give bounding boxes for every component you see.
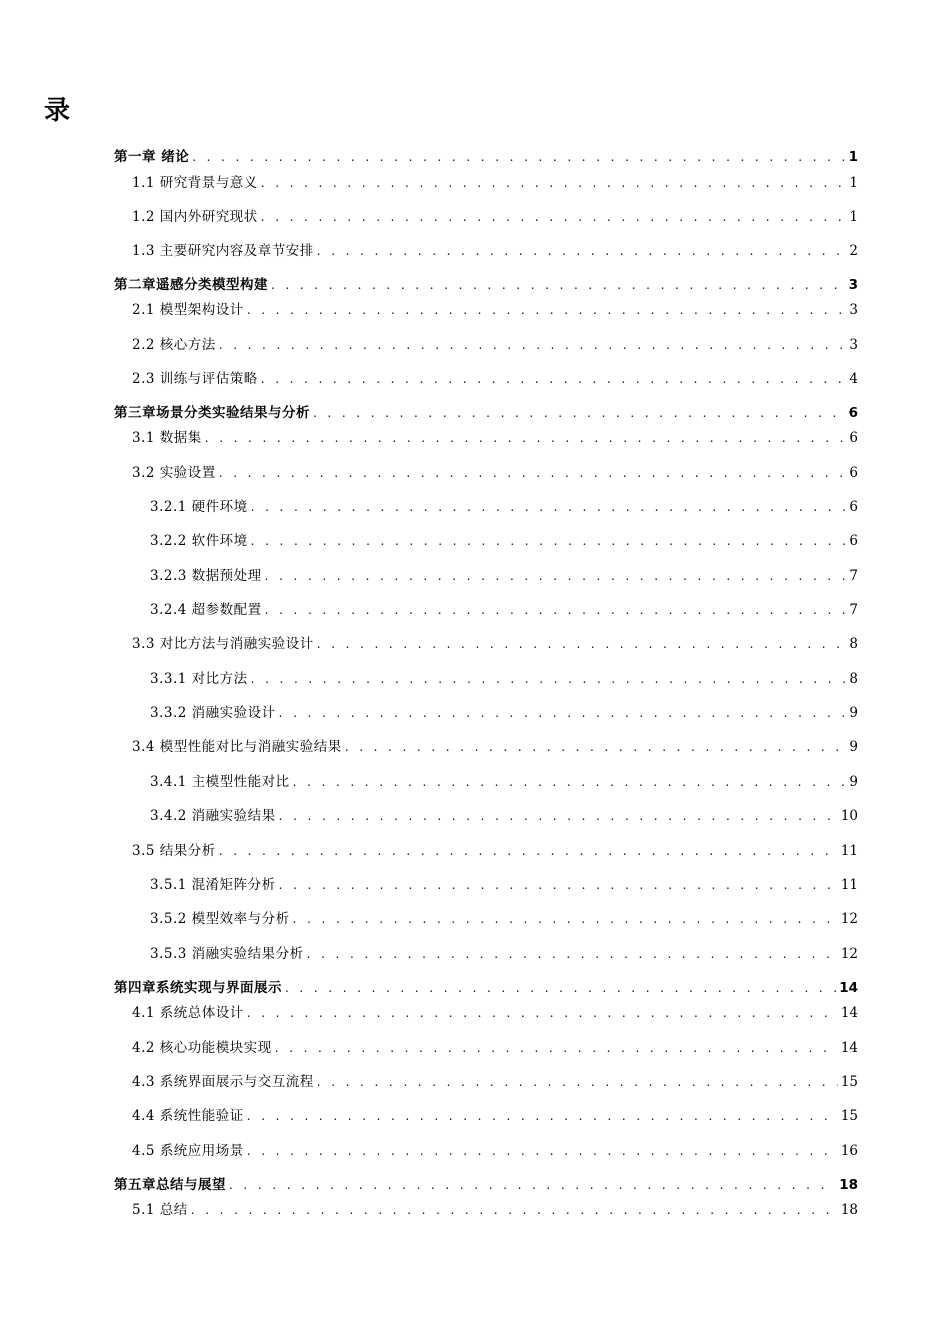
toc-leader — [229, 1176, 836, 1194]
toc-chapter-2[interactable] — [114, 276, 858, 294]
toc-label: 3.1 数据集 — [132, 430, 202, 446]
toc-page-number: 11 — [840, 843, 858, 859]
toc-subsection-3-3-1[interactable] — [150, 670, 858, 688]
toc-label: 3.4 模型性能对比与消融实验结果 — [132, 739, 342, 755]
toc-leader — [307, 945, 838, 963]
toc-page-number: 1 — [849, 209, 858, 225]
toc-page-number: 6 — [849, 499, 858, 515]
toc-subsection-3-5-1[interactable] — [150, 876, 858, 894]
toc-label: 3.3.2 消融实验设计 — [150, 705, 276, 721]
toc-page-number: 1 — [849, 175, 858, 191]
toc-label: 第五章总结与展望 — [114, 1177, 226, 1193]
toc-leader — [261, 370, 847, 388]
toc-label: 1.3 主要研究内容及章节安排 — [132, 243, 314, 259]
toc-label: 1.2 国内外研究现状 — [132, 209, 258, 225]
toc-leader — [345, 738, 847, 756]
toc-section-4-4[interactable] — [132, 1107, 858, 1125]
toc-page-number: 6 — [848, 405, 858, 421]
toc-leader — [285, 979, 836, 997]
toc-page-number: 18 — [840, 1202, 858, 1218]
toc-subsection-3-2-2[interactable] — [150, 532, 858, 550]
toc-leader — [192, 148, 845, 166]
toc-label: 1.1 研究背景与意义 — [132, 175, 258, 191]
toc-leader — [205, 429, 847, 447]
toc-subsection-3-4-2[interactable] — [150, 807, 858, 825]
toc-leader — [247, 1107, 838, 1125]
toc-leader — [265, 601, 847, 619]
toc-page-number: 3 — [849, 337, 858, 353]
toc-page-number: 2 — [849, 243, 858, 259]
toc-leader — [271, 276, 846, 294]
toc-page-number: 15 — [840, 1074, 858, 1090]
toc-label: 4.3 系统界面展示与交互流程 — [132, 1074, 314, 1090]
toc-section-4-5[interactable] — [132, 1142, 858, 1160]
toc-label: 3.2 实验设置 — [132, 465, 216, 481]
toc-page-number: 14 — [840, 1005, 858, 1021]
toc-page-number: 14 — [839, 980, 858, 996]
toc-page-number: 9 — [849, 705, 858, 721]
toc-page-number: 18 — [839, 1177, 858, 1193]
toc-leader — [293, 910, 838, 928]
toc-leader — [265, 567, 847, 585]
toc-leader — [261, 174, 847, 192]
toc-leader — [261, 208, 847, 226]
toc-section-3-1[interactable] — [132, 429, 858, 447]
toc-section-3-2[interactable] — [132, 464, 858, 482]
toc-leader — [279, 807, 838, 825]
page-heading: 录 — [44, 96, 71, 126]
toc-label: 4.2 核心功能模块实现 — [132, 1040, 272, 1056]
toc-leader — [251, 670, 847, 688]
toc-label: 第四章系统实现与界面展示 — [114, 980, 282, 996]
toc-label: 2.2 核心方法 — [132, 337, 216, 353]
toc-section-3-4[interactable] — [132, 738, 858, 756]
toc-page-number: 12 — [840, 911, 858, 927]
toc-subsection-3-4-1[interactable] — [150, 773, 858, 791]
toc-chapter-5[interactable] — [114, 1176, 858, 1194]
toc-leader — [219, 842, 838, 860]
toc-section-2-1[interactable] — [132, 301, 858, 319]
toc-subsection-3-3-2[interactable] — [150, 704, 858, 722]
toc-label: 4.4 系统性能验证 — [132, 1108, 244, 1124]
toc-label: 3.5.3 消融实验结果分析 — [150, 946, 304, 962]
toc-label: 3.2.3 数据预处理 — [150, 568, 262, 584]
toc-leader — [191, 1201, 838, 1219]
toc-leader — [313, 404, 846, 422]
toc-section-5-1[interactable] — [132, 1201, 858, 1219]
toc-section-4-1[interactable] — [132, 1004, 858, 1022]
toc-label: 第二章遥感分类模型构建 — [114, 277, 268, 293]
toc-label: 3.3 对比方法与消融实验设计 — [132, 636, 314, 652]
toc-page-number: 7 — [849, 568, 858, 584]
toc-section-4-2[interactable] — [132, 1039, 858, 1057]
toc-section-2-3[interactable] — [132, 370, 858, 388]
toc-leader — [247, 1004, 838, 1022]
toc-subsection-3-5-3[interactable] — [150, 945, 858, 963]
toc-page-number: 3 — [849, 302, 858, 318]
toc-label: 3.2.1 硬件环境 — [150, 499, 248, 515]
toc-page-number: 1 — [848, 149, 858, 165]
toc-leader — [219, 336, 847, 354]
toc-leader — [317, 635, 847, 653]
toc-page-number: 11 — [840, 877, 858, 893]
toc-label: 5.1 总结 — [132, 1202, 188, 1218]
toc-leader — [251, 532, 847, 550]
toc-subsection-3-2-4[interactable] — [150, 601, 858, 619]
toc-section-4-3[interactable] — [132, 1073, 858, 1091]
toc-section-3-3[interactable] — [132, 635, 858, 653]
toc-label: 2.3 训练与评估策略 — [132, 371, 258, 387]
toc-leader — [247, 301, 847, 319]
toc-leader — [251, 498, 847, 516]
toc-page-number: 8 — [849, 671, 858, 687]
toc-subsection-3-2-1[interactable] — [150, 498, 858, 516]
toc-page-number: 12 — [840, 946, 858, 962]
toc-label: 第一章 绪论 — [114, 149, 190, 165]
toc-label: 4.1 系统总体设计 — [132, 1005, 244, 1021]
toc-leader — [279, 704, 847, 722]
toc-page-number: 3 — [848, 277, 858, 293]
toc-subsection-3-2-3[interactable] — [150, 567, 858, 585]
toc-page-number: 6 — [849, 465, 858, 481]
toc-label: 3.3.1 对比方法 — [150, 671, 248, 687]
toc-leader — [219, 464, 847, 482]
toc-section-2-2[interactable] — [132, 336, 858, 354]
toc-page-number: 16 — [840, 1143, 858, 1159]
toc-chapter-4[interactable] — [114, 979, 858, 997]
toc-page-number: 6 — [849, 430, 858, 446]
toc-chapter-1[interactable] — [114, 148, 858, 166]
toc-label: 3.4.1 主模型性能对比 — [150, 774, 290, 790]
toc-page-number: 15 — [840, 1108, 858, 1124]
toc-label: 3.2.2 软件环境 — [150, 533, 248, 549]
toc-subsection-3-5-2[interactable] — [150, 910, 858, 928]
toc-leader — [317, 1073, 838, 1091]
toc-leader — [275, 1039, 838, 1057]
toc-label: 第三章场景分类实验结果与分析 — [114, 405, 310, 421]
toc-section-3-5[interactable] — [132, 842, 858, 860]
toc-page-number: 7 — [849, 602, 858, 618]
toc-label: 3.5.2 模型效率与分析 — [150, 911, 290, 927]
toc-label: 3.5.1 混淆矩阵分析 — [150, 877, 276, 893]
toc-section-1-3[interactable] — [132, 242, 858, 260]
toc-leader — [317, 242, 847, 260]
toc-page-number: 10 — [840, 808, 858, 824]
toc-label: 3.2.4 超参数配置 — [150, 602, 262, 618]
toc-leader — [247, 1142, 838, 1160]
toc-label: 4.5 系统应用场景 — [132, 1143, 244, 1159]
toc-label: 3.4.2 消融实验结果 — [150, 808, 276, 824]
toc-leader — [279, 876, 838, 894]
toc-page-number: 8 — [849, 636, 858, 652]
toc-leader — [293, 773, 847, 791]
toc-page-number: 6 — [849, 533, 858, 549]
toc-section-1-2[interactable] — [132, 208, 858, 226]
toc-page-number: 4 — [849, 371, 858, 387]
toc-section-1-1[interactable] — [132, 174, 858, 192]
toc-label: 2.1 模型架构设计 — [132, 302, 244, 318]
toc-page-number: 9 — [849, 774, 858, 790]
toc-chapter-3[interactable] — [114, 404, 858, 422]
toc-label: 3.5 结果分析 — [132, 843, 216, 859]
toc-page-number: 14 — [840, 1040, 858, 1056]
toc-page-number: 9 — [849, 739, 858, 755]
